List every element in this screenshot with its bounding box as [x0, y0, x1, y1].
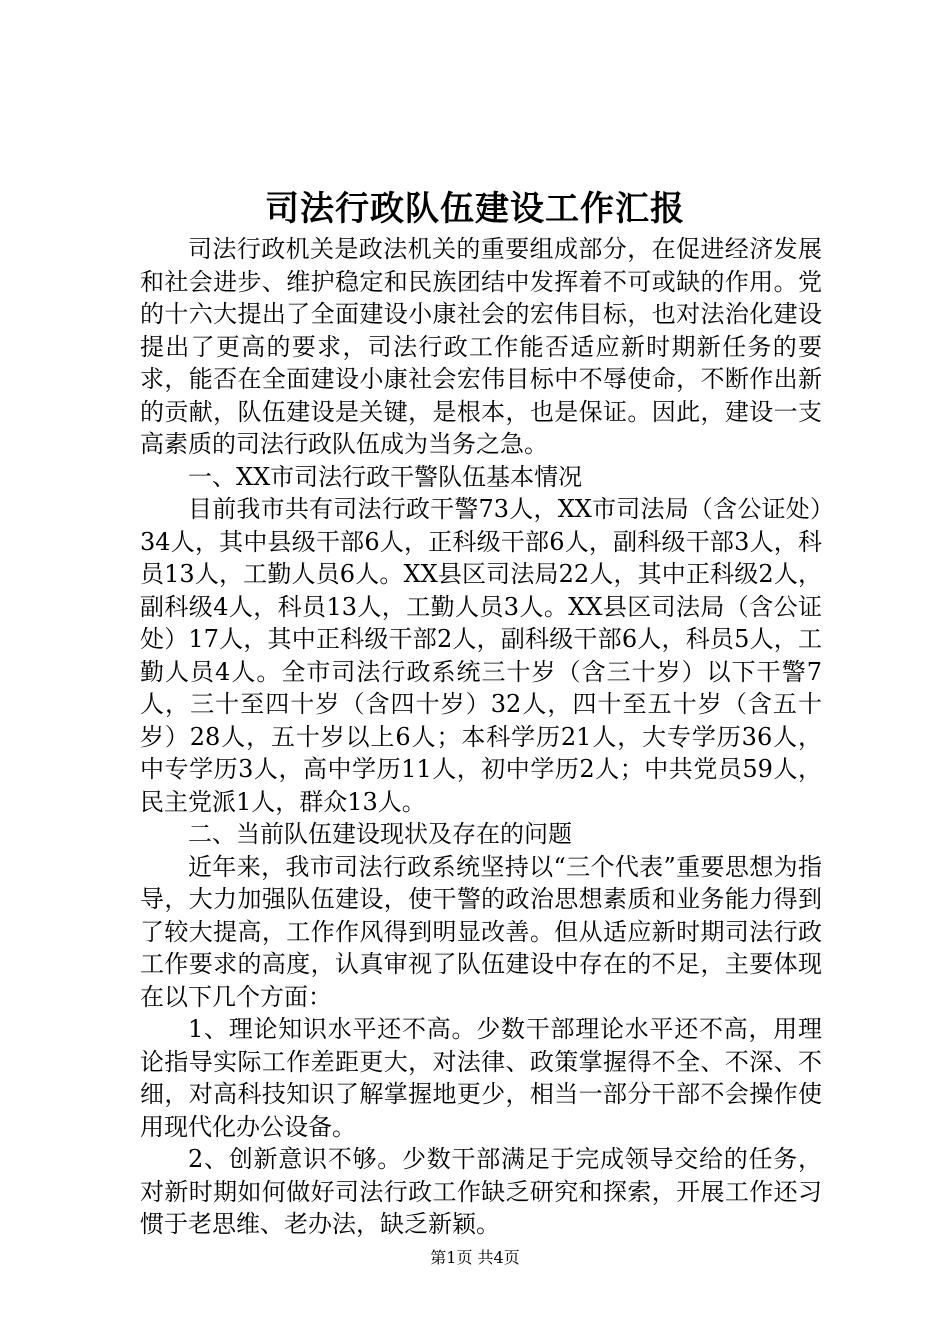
- section-heading-2: 二、当前队伍建设现状及存在的问题: [188, 820, 572, 848]
- document-body: [140, 233, 822, 1241]
- paragraph-issue-2: 2、创新意识不够。少数干部满足于完成领导交给的任务，对新时期如何做好司法行政工作缺乏研究和探索，开展工作还习惯于老思维、老办法，缺乏新颖。: [140, 1145, 822, 1238]
- paragraph-intro: 司法行政机关是政法机关的重要组成部分，在促进经济发展和社会进步、维护稳定和民族团结中发挥着不可或缺的作用。党的十六大提出了全面建设小康社会的宏伟目标，也对法治化建设提出了更高的要求，司法行政工作能否适应新时期新任务的要求，能否在全面建设小康社会宏伟目标中不辱使命，不断作出新的贡献，队伍建设是关键，是根本，也是保证。因此，建设一支高素质的司法行政队伍成为当务之急。: [140, 235, 822, 458]
- paragraph-staff-stats: 目前我市共有司法行政干警73人，XX市司法局（含公证处）34人，其中县级干部6人，正科级干部6人，副科级干部3人，科员13人，工勤人员6人。XX县区司法局22人，其中正科级2人，副科级4人，科员13人，工勤人员3人。XX县区司法局（含公证处）17人，其中正科级干部2人，副科级干部6人，科员5人，工勤人员4人。全市司法行政系统三十岁（含三十岁）以下干警7人，三十至四十岁（含四十岁）32人，四十至五十岁（含五十岁）28人，五十岁以上6人；本科学历21人，大专学历36人，中专学历3人，高中学历11人，初中学历2人；中共党员59人，民主党派1人，群众13人。: [140, 495, 822, 816]
- document-title: 司法行政队伍建设工作汇报: [265, 189, 685, 229]
- paragraph-current-status: 近年来，我市司法行政系统坚持以“三个代表”重要思想为指导，大力加强队伍建设，使干警的政治思想素质和业务能力得到了较大提高，工作作风得到明显改善。但从适应新时期司法行政工作要求的高度，认真审视了队伍建设中存在的不足，主要体现在以下几个方面：: [140, 852, 822, 1011]
- page-number: 第1页 共4页: [430, 1248, 520, 1267]
- paragraph-issue-1: 1、理论知识水平还不高。少数干部理论水平还不高，用理论指导实际工作差距更大，对法律、政策掌握得不全、不深、不细，对高科技知识了解掌握地更少，相当一部分干部不会操作使用现代化办公设备。: [140, 1015, 822, 1141]
- section-heading-1: 一、XX市司法行政干警队伍基本情况: [188, 462, 583, 491]
